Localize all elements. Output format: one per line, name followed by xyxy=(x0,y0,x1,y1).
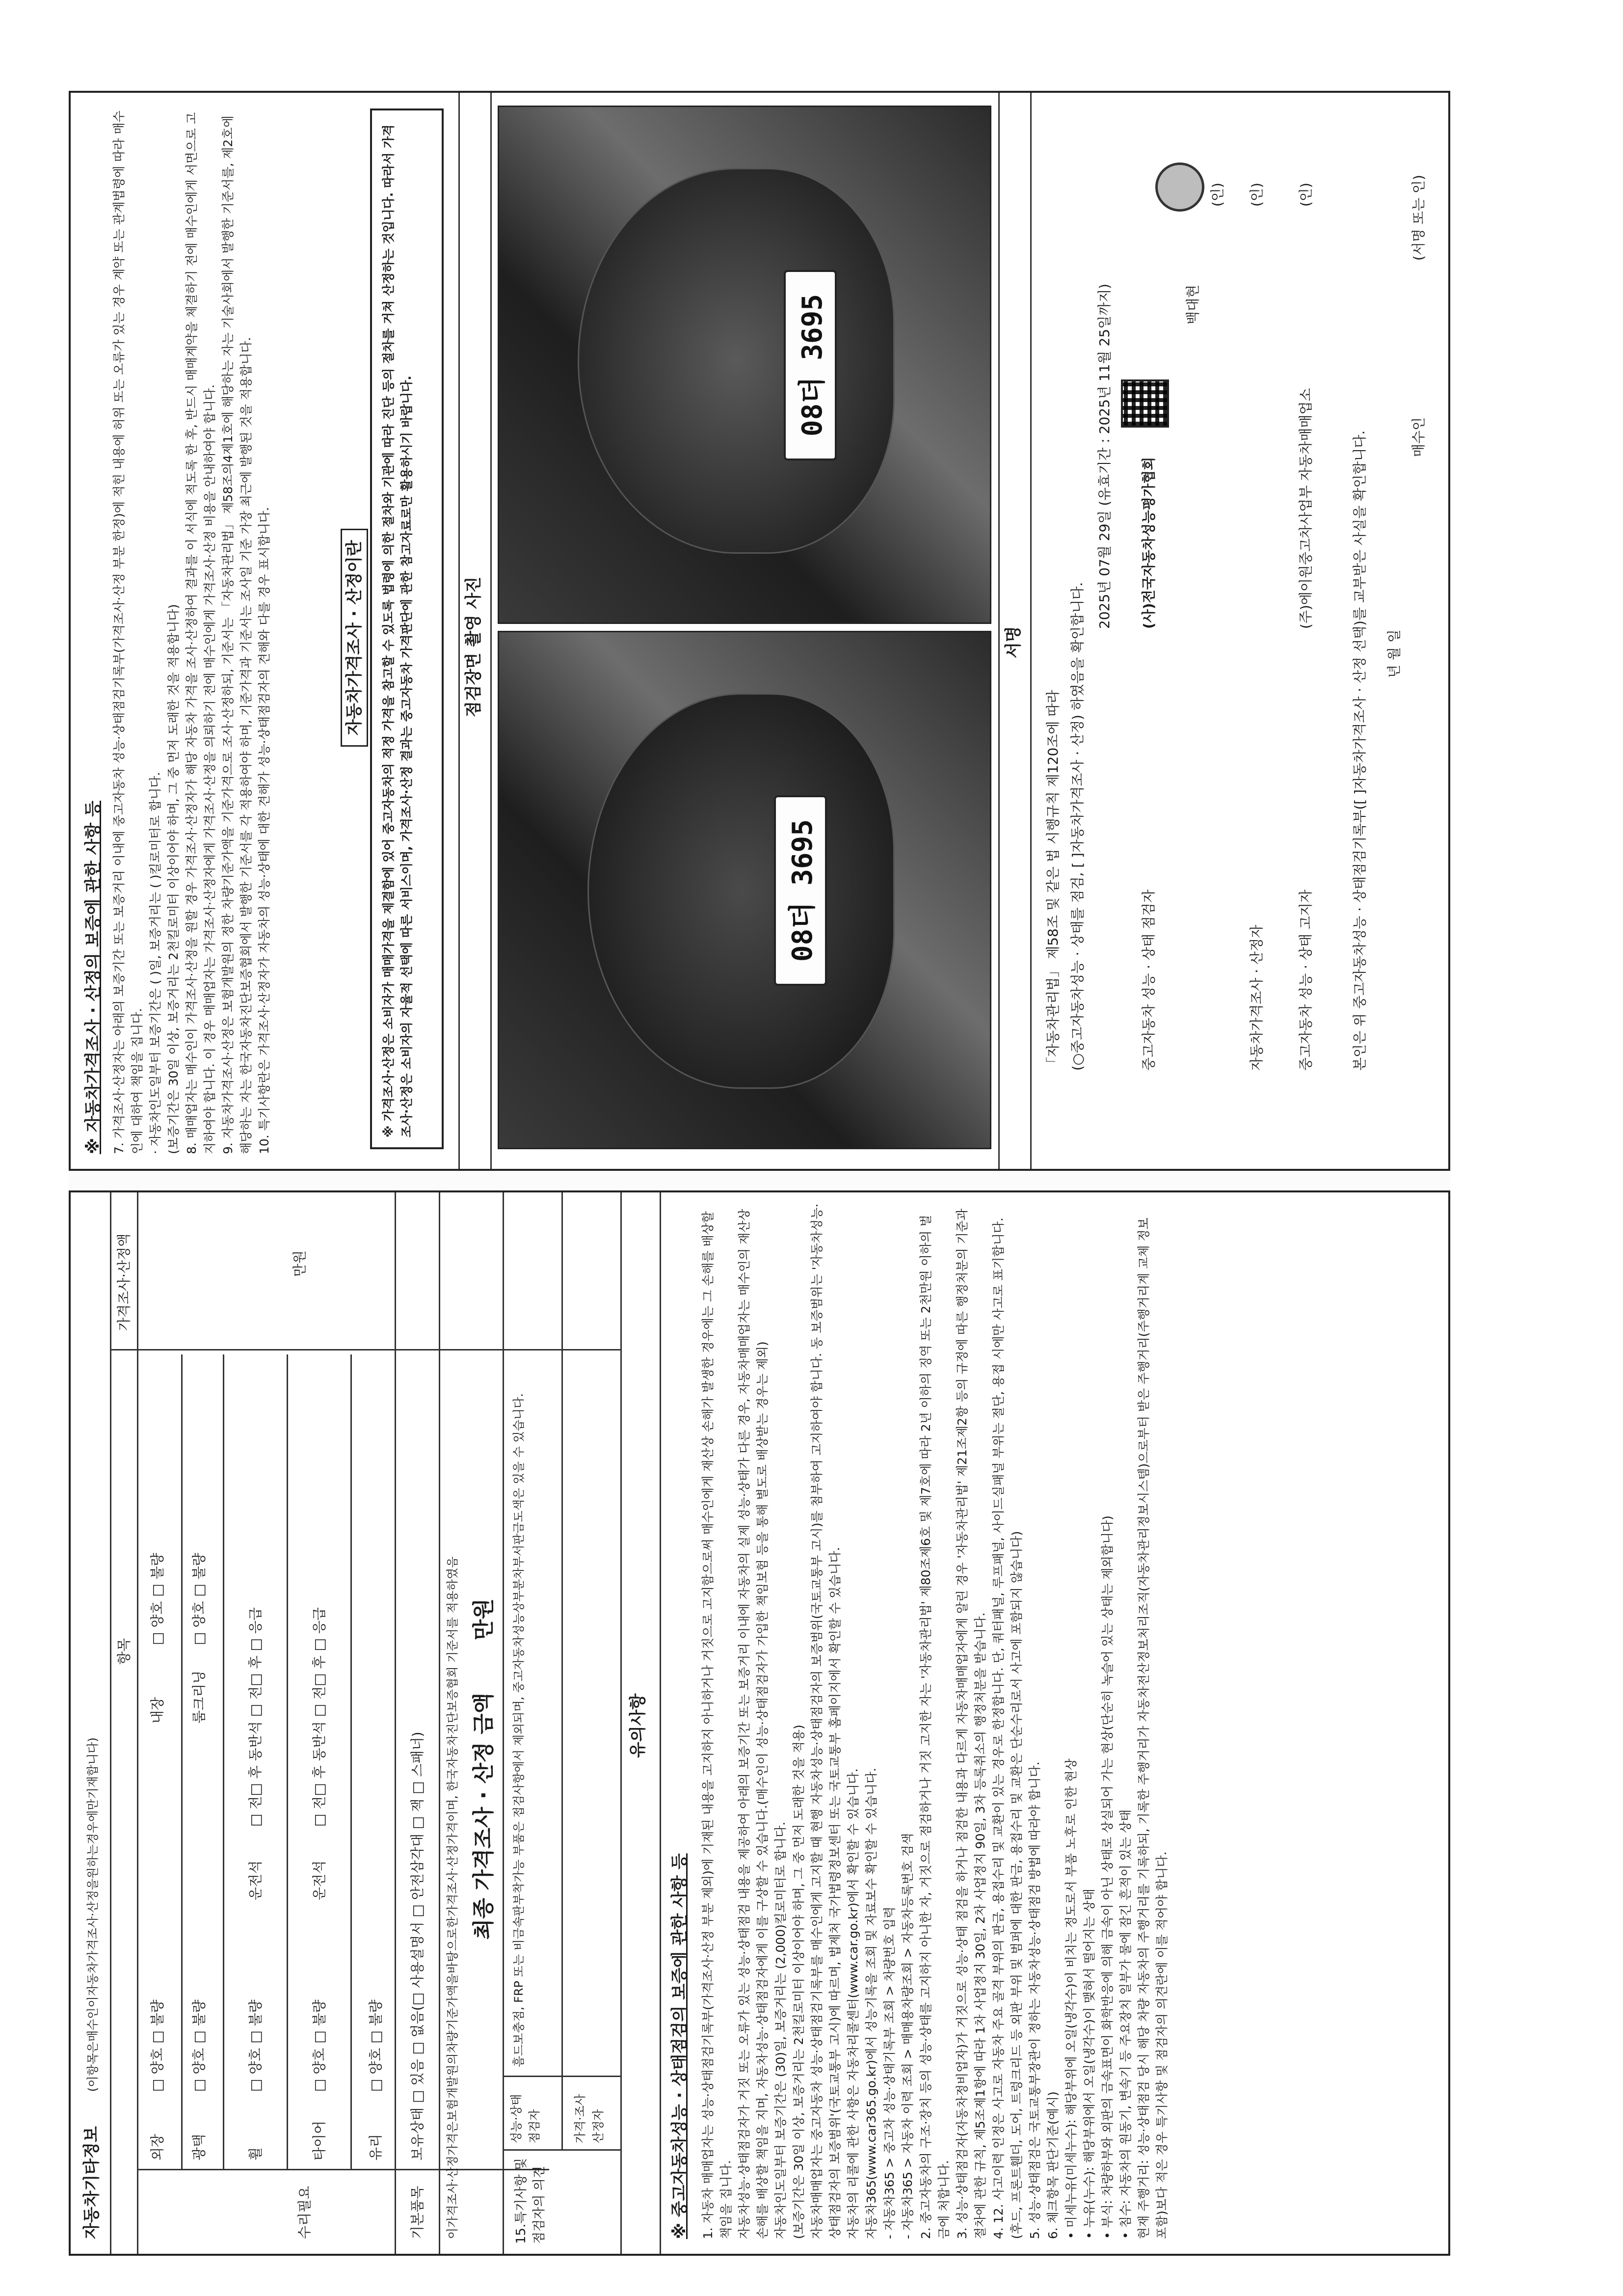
left-note-16: • 미세누유(미세누수): 해당부위에 오일(냉각수)이 비치는 정도로서 부품 노후로 인한 현상 xyxy=(1064,1758,1078,2239)
right-note-8: 8. 매매업자는 매수인이 가격조사·산정을 원할 경우 가격조사·산정자가 해당 자동차 가격을 조사·산정하여 결과를 이 서식에 적도록 한 후, 반드시 매매계약을 체결하기 전에 매수인에게 서면으로 고지하여야 합니다. 이 경우 매매업자는 가격조사·산정자에게 가격조사·산정을 의뢰하기 전에 매수인에게 가격조사·산정 비용을 안내하여야 합니다. xyxy=(185,112,217,1154)
other-info-note: (이항목은매수인이자동차가격조사·산정을원하는경우에만기재합니다) xyxy=(86,1737,100,2092)
row-wheel-opts[interactable]: □ 양호 □ 불량 xyxy=(247,1999,264,2092)
right-panel xyxy=(69,91,1450,1171)
appraisal-box-title: 자동차가격조사 · 산정이란 xyxy=(341,529,368,747)
left-note-20: 현재 주행거리: 성능·상태점검 당시 해당 차량 자동차의 주행거리를 기록하되, 기록한 주행거리가 자동차전산정보처리조직(자동차관리정보시스템)으로부터 받은 주행거리(주행거리계 교체 정보 포함)보다 적은 경우 특기사항 및 점검자의 의견란에 이를 적어야 합니다. xyxy=(1137,1217,1169,2239)
col-item-header: 항목 xyxy=(116,1638,132,1665)
row-wheel-label: 휠 xyxy=(247,2147,264,2161)
right-note-7b: (보증기간은 30일 이상, 보증거리는 2천킬로미터 이상이어야 하며, 그 중 먼저 도래한 것을 적용합니다) xyxy=(166,604,181,1154)
signature-header: 서명 xyxy=(1004,626,1023,658)
left-note-1: 1. 자동차 매매업자는 성능·상태점검기록부(가격조사·산정 부분 제외)에 기재된 내용을 고지하지 아니하거나 거짓으로 고지함으로써 매수인에게 재산상 손해가 발생한 경우에는 그 손해를 배상할 책임을 집니다. xyxy=(701,1211,733,2239)
row-exterior-label: 외장 xyxy=(149,2134,165,2161)
signature-date: 2025년 07월 29일 (유효기간 : 2025년 11월 25일까지) xyxy=(1096,283,1113,629)
photos-header: 점검장면 촬영 사진 xyxy=(464,576,483,717)
opinion-label: 15.특기사항 및 점검자의 의견 xyxy=(514,2158,547,2244)
left-notes-heading: ※ 중고자동차성능 · 상태점검의 보증에 관한 사항 등 xyxy=(670,1853,690,2239)
final-price-title: 최종 가격조사 · 산정 금액 xyxy=(471,1692,496,1940)
appraiser-opinion-label: 가격·조사 산정자 xyxy=(573,2094,605,2143)
left-note-10: 2. 중고자동차의 구조·장치 등의 성능·상태를 고지하지 아니한 자, 거짓으로 점검하거나 거짓 고지한 자는 '자동차관리법' 제80조제6호 및 제7호에 따라 2년 이하의 징역 또는 2천만원 이하의 벌금에 처합니다. xyxy=(919,1215,951,2239)
left-note-4: (보증기간은 30일 이상, 보증거리는 2천킬로미터 이상이어야 하며, 그 중 먼저 도래한 것을 적용) xyxy=(792,1725,806,2239)
basic-items-opts[interactable]: 보유상태 □ 있음 □ 없음(□ 사용설명서 □ 안전삼각대 □ 잭 □ 스패너) xyxy=(409,1731,426,2161)
row-room-opts[interactable]: □ 양호 □ 불량 xyxy=(191,1553,207,1645)
inspector-seal-mark: (인) xyxy=(1209,183,1225,207)
notifier-sign-label: 중고자동차 성능 · 상태 고지자 xyxy=(1298,889,1314,1071)
left-note-2: 자동차성능·상태점검자가 거짓 또는 오류가 있는 성능·상태점검 내용을 제공하여 아래의 보증기간 또는 보증거리 이내에 자동차의 실제 성능·상태가 다른 경우, 자동차매매업자는 매수인의 재산상 손해를 배상할 책임을 지며, 자동차성능·상태점검자에게 이를 구상할 수 있습니다.(매수인이 성능·상태점검자가 가입한 책임보험 등을 통해 별도로 배상받는 경우는 제외) xyxy=(737,1209,770,2239)
row-exterior-opts[interactable]: □ 양호 □ 불량 xyxy=(149,1999,165,2092)
left-panel xyxy=(69,1190,1450,2256)
notes-header: 유의사항 xyxy=(628,1693,648,1758)
row-gloss-opts[interactable]: □ 양호 □ 불량 xyxy=(191,1999,207,2092)
notifier-org: (주)에이원중고차사업부 자동차매매업소 xyxy=(1298,388,1314,629)
left-note-6: 자동차의 리콜에 관한 사항은 자동차리콜센터(www.car.go.kr)에서 확인할 수 있습니다. xyxy=(846,1768,860,2239)
row-interior-opts[interactable]: □ 양호 □ 불량 xyxy=(149,1553,165,1645)
right-notes-heading: ※ 자동차가격조사 · 산정의 보증에 관한 사항 등 xyxy=(83,800,103,1154)
row-tire-driver-label: 운전석 xyxy=(311,1860,327,1900)
left-note-17: • 누유(누수): 해당부위에서 오일(냉각수)이 맺혀서 떨어지는 상태 xyxy=(1082,1889,1096,2239)
row-tire-label: 타이어 xyxy=(311,2120,327,2161)
final-price-unit: 만원 xyxy=(471,1598,496,1640)
row-tire-driver-opts[interactable]: □ 전□ 후 동반석 □ 전□ 후 □ 응급 xyxy=(311,1607,327,1827)
left-notes-list xyxy=(699,1203,1171,2239)
appraiser-seal-mark: (인) xyxy=(1249,183,1265,207)
buyer-sign[interactable]: (서명 또는 인) xyxy=(1410,175,1427,261)
left-note-15: 6. 체크항목 판단기준(예시) xyxy=(1046,2091,1060,2239)
basic-items-label: 기본품목 xyxy=(409,2186,426,2239)
inspection-photo-left xyxy=(498,631,991,1149)
left-note-14: 5. 성능·상태점검은 국토교통부장관이 정하는 자동차성능·상태점검 방법에 따라야 합니다. xyxy=(1028,1761,1042,2239)
inspector-opinion-text: 흠드보충점, FRP 또는 비금속판부착가능 부품은 접검사항에서 제외되며, 중고자동차성능상부분차부서판금도색은 있을 수 있습니다. xyxy=(512,1393,526,2067)
left-note-9: - 자동차365 > 자동차 이력 조회 > 매매용차량조회 > 자동차등록번호 검색 xyxy=(901,1833,915,2239)
right-note-7a: · 자동차인도일부터 보증기간은 ( )일, 보증거리는 ( )킬로미터로 합니다. xyxy=(148,772,162,1154)
left-note-5: 자동차매매업자는 중고자동차 성능·상태점검기록부를 매수인에게 고지할 때 현행 자동차성능·상태점검자의 보증범위(국토교통부 고시)를 첨부하여 고지하여야 합니다. 동 보증범위는 '자동차성능·상태점검자의 보증범위'(국토교통부 고시)에 따르며, 법제처 국가법령정보센터 또는 국토교통부 홈페이지에서 확인할 수 있습니다. xyxy=(810,1203,842,2239)
qr-code-icon xyxy=(1121,379,1169,428)
col-price-header: 가격조사·산정액 xyxy=(116,1233,132,1331)
buyer-confirm-text: 본인은 위 중고자동차성능 · 상태점검기록부([ ]자동차가격조사 · 산정 선택)를 교부받은 사실을 확인합니다. xyxy=(1352,430,1368,1071)
signature-law-text: 「자동차관리법」 제58조 및 같은 법 시행규칙 제120조에 따라 xyxy=(1045,690,1061,1071)
inspection-photo-right xyxy=(498,106,991,624)
signature-confirm-text: (○중고자동차성능 · 상태를 점검, [ ]자동차가격조사 · 산정) 하였음을 확인합니다. xyxy=(1069,582,1086,1071)
row-tire-opts[interactable]: □ 양호 □ 불량 xyxy=(311,1999,327,2092)
inspector-org: (사)전국자동차성능평가협회 xyxy=(1141,457,1157,629)
inspector-opinion-label: 성능·상태 점검자 xyxy=(509,2094,541,2143)
row-room-label: 룸크리닝 xyxy=(191,1670,207,1724)
car-front-left xyxy=(587,693,895,1089)
inspector-sign-label: 중고자동차 성능 · 상태 점검자 xyxy=(1141,889,1157,1071)
row-glass-label: 유리 xyxy=(368,2134,384,2161)
row-gloss-label: 광택 xyxy=(191,2134,207,2161)
official-seal-icon xyxy=(1155,162,1204,212)
repair-needed-label: 수리필요 xyxy=(296,2186,313,2239)
appraiser-sign-label: 자동차가격조사 · 산정자 xyxy=(1249,924,1265,1071)
buyer-label: 매수인 xyxy=(1410,417,1427,457)
row-glass-opts[interactable]: □ 양호 □ 불량 xyxy=(368,1999,384,2092)
left-note-12: 4. 12. 사고이력 인정은 사고로 자동차 주요 골격 부위의 판금, 용접수리 및 교환이 있는 경우로 한정합니다. 단, 쿼터패널, 루프패널, 사이드실패널 부위는 절단, 용접 시에만 사고로 표기합니다. xyxy=(991,1217,1006,2239)
appraisal-box xyxy=(370,108,444,1149)
left-note-19: • 침수: 자동차의 원동기, 변속기 등 주요장치 일부가 물에 잠긴 흔적이 있는 상태 xyxy=(1118,1809,1133,2239)
price-unit: 만원 xyxy=(292,1250,308,1277)
row-wheel-driver-label: 운전석 xyxy=(247,1860,264,1900)
notifier-seal-mark: (인) xyxy=(1298,183,1314,207)
right-note-9: 9. 자동차가격조사·산정은 보험개발원의 정한 차량기준가액을 기준가격으로 조사·산정하되, 기준서는 「자동차관리법」 제58조의4제1호에 해당하는 자는 기술사회에서 발행한 기준서를, 제2호에 해당하는 자는 한국자동차진단보증협회에서 발행한 기준서를 각 적용하여야 하며, 기준가격과 기준서는 조사일 기준 가장 최근에 발행된 것을 적용합니다. xyxy=(221,115,253,1154)
inspector-person: 백대현 xyxy=(1185,284,1201,324)
left-note-8: - 자동차365 > 중고차 성능·상태기록부 조회 > 차량번호 입력 xyxy=(882,1906,897,2239)
license-plate-right: 08더 3695 xyxy=(784,270,837,460)
buyer-date-line[interactable]: 년 월 일 xyxy=(1386,629,1402,678)
left-note-13: (후드, 프론트휀더, 도어, 트렁크리드 등 외판 부위 및 범퍼에 대한 판금, 용접수리 및 교환은 단순수리로서 사고에 포함되지 않습니다) xyxy=(1010,1531,1024,2239)
left-note-18: • 부식: 차량하부와 외판의 금속표면이 화학반응에 의해 금속이 아닌 상태로 상실되어 가는 현상(단순히 녹슬어 있는 상태는 제외합니다) xyxy=(1100,1515,1115,2239)
left-note-3: 자동차인도일부터 보증기간은 (30)일, 보증거리는 (2,000)킬로미터로 합니다. xyxy=(773,1821,788,2239)
license-plate-left: 08더 3695 xyxy=(774,795,827,986)
document-page xyxy=(69,91,1450,2256)
row-wheel-driver-opts[interactable]: □ 전□ 후 동반석 □ 전□ 후 □ 응급 xyxy=(247,1607,264,1827)
right-note-7: 7. 가격조사·산정자는 아래의 보증기간 또는 보증거리 이내에 중고자동차 성능·상태점검기록부(가격조사·산정 부분 한정)에 적힌 내용에 허위 또는 오류가 있는 경우 계약 또는 관계법령에 따라 매수인에 대하여 책임을 집니다. xyxy=(112,110,144,1154)
right-note-10: 10. 특기사항란은 가격조사·산정자가 자동차의 성능·상태에 대한 견해가 성능·상태점검자의 견해와 다를 경우 표시합니다. xyxy=(257,507,271,1154)
car-front-right xyxy=(578,168,895,554)
left-note-7: 자동차365(www.car365.go.kr)에서 성능기록을 조회 및 자료보수 확인할 수 있습니다. xyxy=(864,1768,878,2239)
appraisal-box-text: ※ 가격조사·산정은 소비자가 매매가격을 제결함에 있어 중고자동차의 적정 가격을 참고할 수 있도록 법령에 의한 절차와 기관에 따라 진단 등의 절차를 거쳐 산정하는 것입니다. 따라서 가격조사·산정은 소비자의 자율적 선택에 따른 서비스이며, 가격조사·산정 결과는 중고자동차 가격판단에 관한 참고자료로만 활용하시기 바랍니다. xyxy=(381,124,414,1137)
final-price-note: 이가격조사·산정가격은보험개발원의차량기준가액을바탕으로한가격조사·산정가격이며, 한국자동차진단보증협회 기준서를 적용하였음 xyxy=(446,1556,459,2239)
left-note-11: 3. 성능·상태점검자(자동차정비업자)가 거짓으로 성능·상태 점검을 하거나 점검한 내용과 다르게 자동차매매업자에게 알린 경우 '자동차관리법' 제21조제2항 등의 규정에 따른 행정처분의 기준과 절차에 관한 규칙, 제5조제1항에 따라 1차 사업정지 30일, 2차 사업정지 90일, 3차 등록취소의 행정처분을 받습니다. xyxy=(955,1208,987,2239)
other-info-title: 자동차기타정보 xyxy=(82,2126,102,2239)
row-interior-label: 내장 xyxy=(149,1697,165,1724)
right-notes-list xyxy=(110,104,273,1154)
